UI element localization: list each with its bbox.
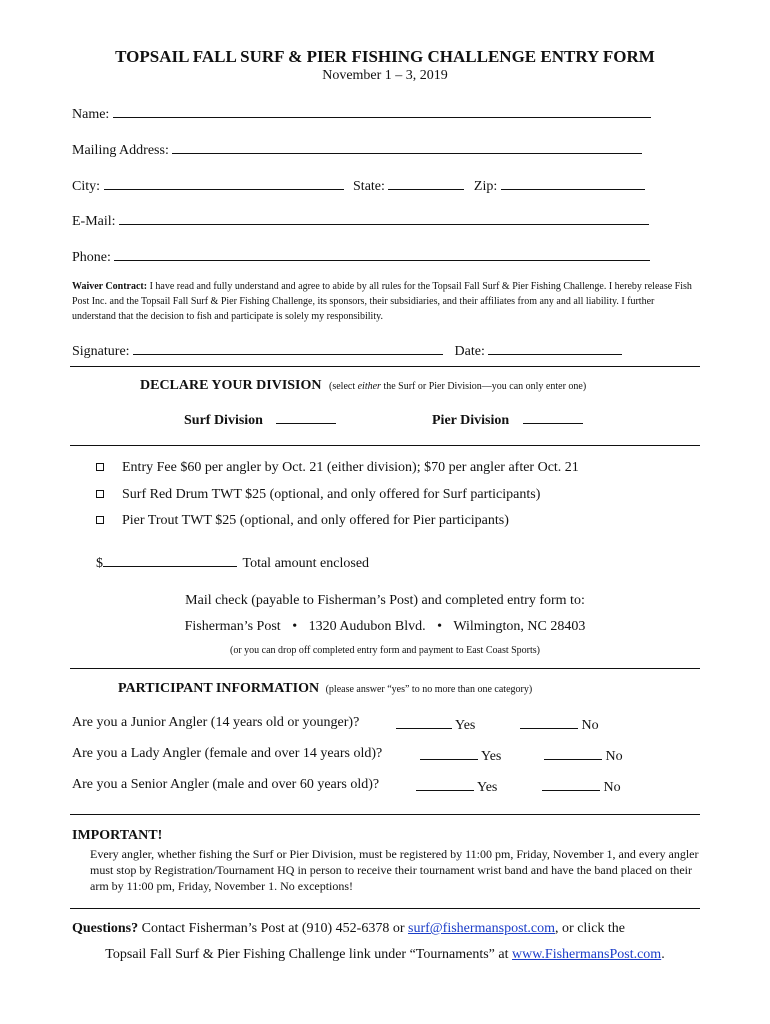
- lady-no-input-line[interactable]: [544, 746, 602, 760]
- state-input-line[interactable]: [388, 176, 464, 190]
- option-label: Entry Fee $60 per angler by Oct. 21 (either division); $70 per angler after Oct. 21: [122, 460, 579, 475]
- period: .: [661, 947, 665, 962]
- form-title: TOPSAIL FALL SURF & PIER FISHING CHALLENGE ENTRY FORM: [115, 47, 655, 66]
- city-input-line[interactable]: [104, 176, 344, 190]
- divider: [70, 814, 700, 815]
- division-heading-row: [140, 378, 586, 394]
- zip-label: Zip:: [473, 179, 498, 194]
- city-state-zip-row[interactable]: [72, 176, 645, 195]
- division-heading: DECLARE YOUR DIVISION: [140, 378, 322, 393]
- email-input-line[interactable]: [119, 211, 649, 225]
- senior-no-input-line[interactable]: [542, 777, 600, 791]
- phone-label: Phone:: [72, 250, 111, 265]
- website-line: [0, 947, 770, 963]
- email-label: E-Mail:: [72, 214, 116, 229]
- mail-instructions: Mail check (payable to Fisherman’s Post) and completed entry form to:: [185, 593, 585, 608]
- drop-off-note: (or you can drop off completed entry form and payment to East Coast Sports): [229, 645, 541, 656]
- waiver-text: I have read and fully understand and agree to abide by all rules for the Topsail Fall Surf & Pier Fishing Challenge. I hereby release Fish Post Inc. and the Topsail Fall Surf & Pier Fishing Challenge, its sponsors, their subsidiaries, and their affiliates from any and all liability. I further understand that the decision to fish and participate is solely my responsibility.: [72, 281, 692, 322]
- signature-input-line[interactable]: [133, 341, 443, 355]
- email-link[interactable]: surf@fishermanspost.com: [408, 921, 556, 936]
- senior-angler-question: Are you a Senior Angler (male and over 60 years old)?: [72, 777, 380, 792]
- signature-row[interactable]: [72, 341, 622, 360]
- city-label: City:: [72, 179, 101, 194]
- email-field[interactable]: [72, 211, 649, 230]
- waiver-contract: [72, 279, 700, 324]
- no-label: No: [605, 749, 623, 764]
- important-heading: IMPORTANT!: [72, 828, 163, 843]
- mailing-address-label: Mailing Address:: [72, 143, 169, 158]
- date-label: Date:: [454, 344, 485, 359]
- no-label: No: [603, 780, 621, 795]
- participant-heading: PARTICIPANT INFORMATION: [118, 681, 320, 696]
- divider: [70, 908, 700, 909]
- senior-no[interactable]: [542, 777, 621, 796]
- checkbox[interactable]: [96, 516, 104, 524]
- mail-street: 1320 Audubon Blvd.: [308, 619, 426, 634]
- pier-trout-option[interactable]: [96, 513, 509, 529]
- entry-fee-option[interactable]: [96, 460, 579, 476]
- lady-angler-question: Are you a Lady Angler (female and over 14 years old)?: [72, 746, 383, 761]
- state-label: State:: [353, 179, 385, 194]
- currency-symbol: $: [96, 556, 103, 571]
- zip-input-line[interactable]: [501, 176, 645, 190]
- junior-yes[interactable]: [396, 715, 475, 734]
- divider: [70, 445, 700, 446]
- bullet: •: [437, 619, 443, 634]
- participant-note: (please answer “yes” to no more than one category): [325, 684, 533, 695]
- junior-no[interactable]: [520, 715, 599, 734]
- mail-city: Wilmington, NC 28403: [453, 619, 586, 634]
- yes-label: Yes: [476, 780, 498, 795]
- participant-heading-row: [118, 681, 532, 697]
- questions-text: Contact Fisherman’s Post at (910) 452-6378 or: [138, 921, 408, 936]
- mailing-address-input-line[interactable]: [172, 140, 642, 154]
- yes-label: Yes: [454, 718, 476, 733]
- total-amount-label: Total amount enclosed: [242, 556, 370, 571]
- checkbox[interactable]: [96, 490, 104, 498]
- name-label: Name:: [72, 107, 110, 122]
- website-link[interactable]: www.FishermansPost.com: [512, 947, 662, 962]
- event-dates: November 1 – 3, 2019: [322, 68, 448, 83]
- junior-no-input-line[interactable]: [520, 715, 578, 729]
- questions-line: [72, 921, 625, 937]
- division-note: (select either the Surf or Pier Division—you can only enter one): [329, 381, 587, 392]
- phone-input-line[interactable]: [114, 247, 650, 261]
- bullet: •: [292, 619, 298, 634]
- questions-label: Questions?: [72, 921, 139, 936]
- option-label: Pier Trout TWT $25 (optional, and only offered for Pier participants): [122, 513, 509, 528]
- questions-text-2: , or click the: [555, 921, 626, 936]
- senior-yes-input-line[interactable]: [416, 777, 474, 791]
- divider: [70, 668, 700, 669]
- pier-division-input-line[interactable]: [523, 410, 583, 424]
- senior-yes[interactable]: [416, 777, 497, 796]
- checkbox[interactable]: [96, 463, 104, 471]
- surf-division-label: Surf Division: [184, 413, 263, 428]
- junior-yes-input-line[interactable]: [396, 715, 452, 729]
- surf-red-drum-option[interactable]: [96, 487, 540, 503]
- important-text: Every angler, whether fishing the Surf or Pier Division, must be registered by 11:00 pm, Friday, November 1, and every angler must stop by Registration/Tournament HQ in person to receive their tournament wrist band and have the band placed on their arm by 11:00 pm, Friday, November 1. No exceptions!: [90, 847, 699, 893]
- lady-yes-input-line[interactable]: [420, 746, 478, 760]
- option-label: Surf Red Drum TWT $25 (optional, and only offered for Surf participants): [122, 487, 541, 502]
- total-amount-input-line[interactable]: [103, 553, 237, 567]
- waiver-label: Waiver Contract:: [72, 281, 148, 292]
- yes-label: Yes: [480, 749, 502, 764]
- website-text: Topsail Fall Surf & Pier Fishing Challenge link under “Tournaments” at: [105, 947, 512, 962]
- phone-field[interactable]: [72, 247, 650, 266]
- name-field[interactable]: [72, 104, 651, 123]
- mail-recipient: Fisherman’s Post: [184, 619, 281, 634]
- no-label: No: [581, 718, 599, 733]
- divider: [70, 366, 700, 367]
- name-input-line[interactable]: [113, 104, 651, 118]
- mailing-address-field[interactable]: [72, 140, 642, 159]
- signature-label: Signature:: [72, 344, 130, 359]
- lady-yes[interactable]: [420, 746, 501, 765]
- pier-division-option[interactable]: [432, 410, 583, 429]
- surf-division-input-line[interactable]: [276, 410, 336, 424]
- junior-angler-question: Are you a Junior Angler (14 years old or younger)?: [72, 715, 360, 730]
- mailing-address: [0, 619, 770, 635]
- pier-division-label: Pier Division: [432, 413, 510, 428]
- date-input-line[interactable]: [488, 341, 622, 355]
- surf-division-option[interactable]: [184, 410, 336, 429]
- lady-no[interactable]: [544, 746, 623, 765]
- total-amount-row[interactable]: [96, 553, 369, 572]
